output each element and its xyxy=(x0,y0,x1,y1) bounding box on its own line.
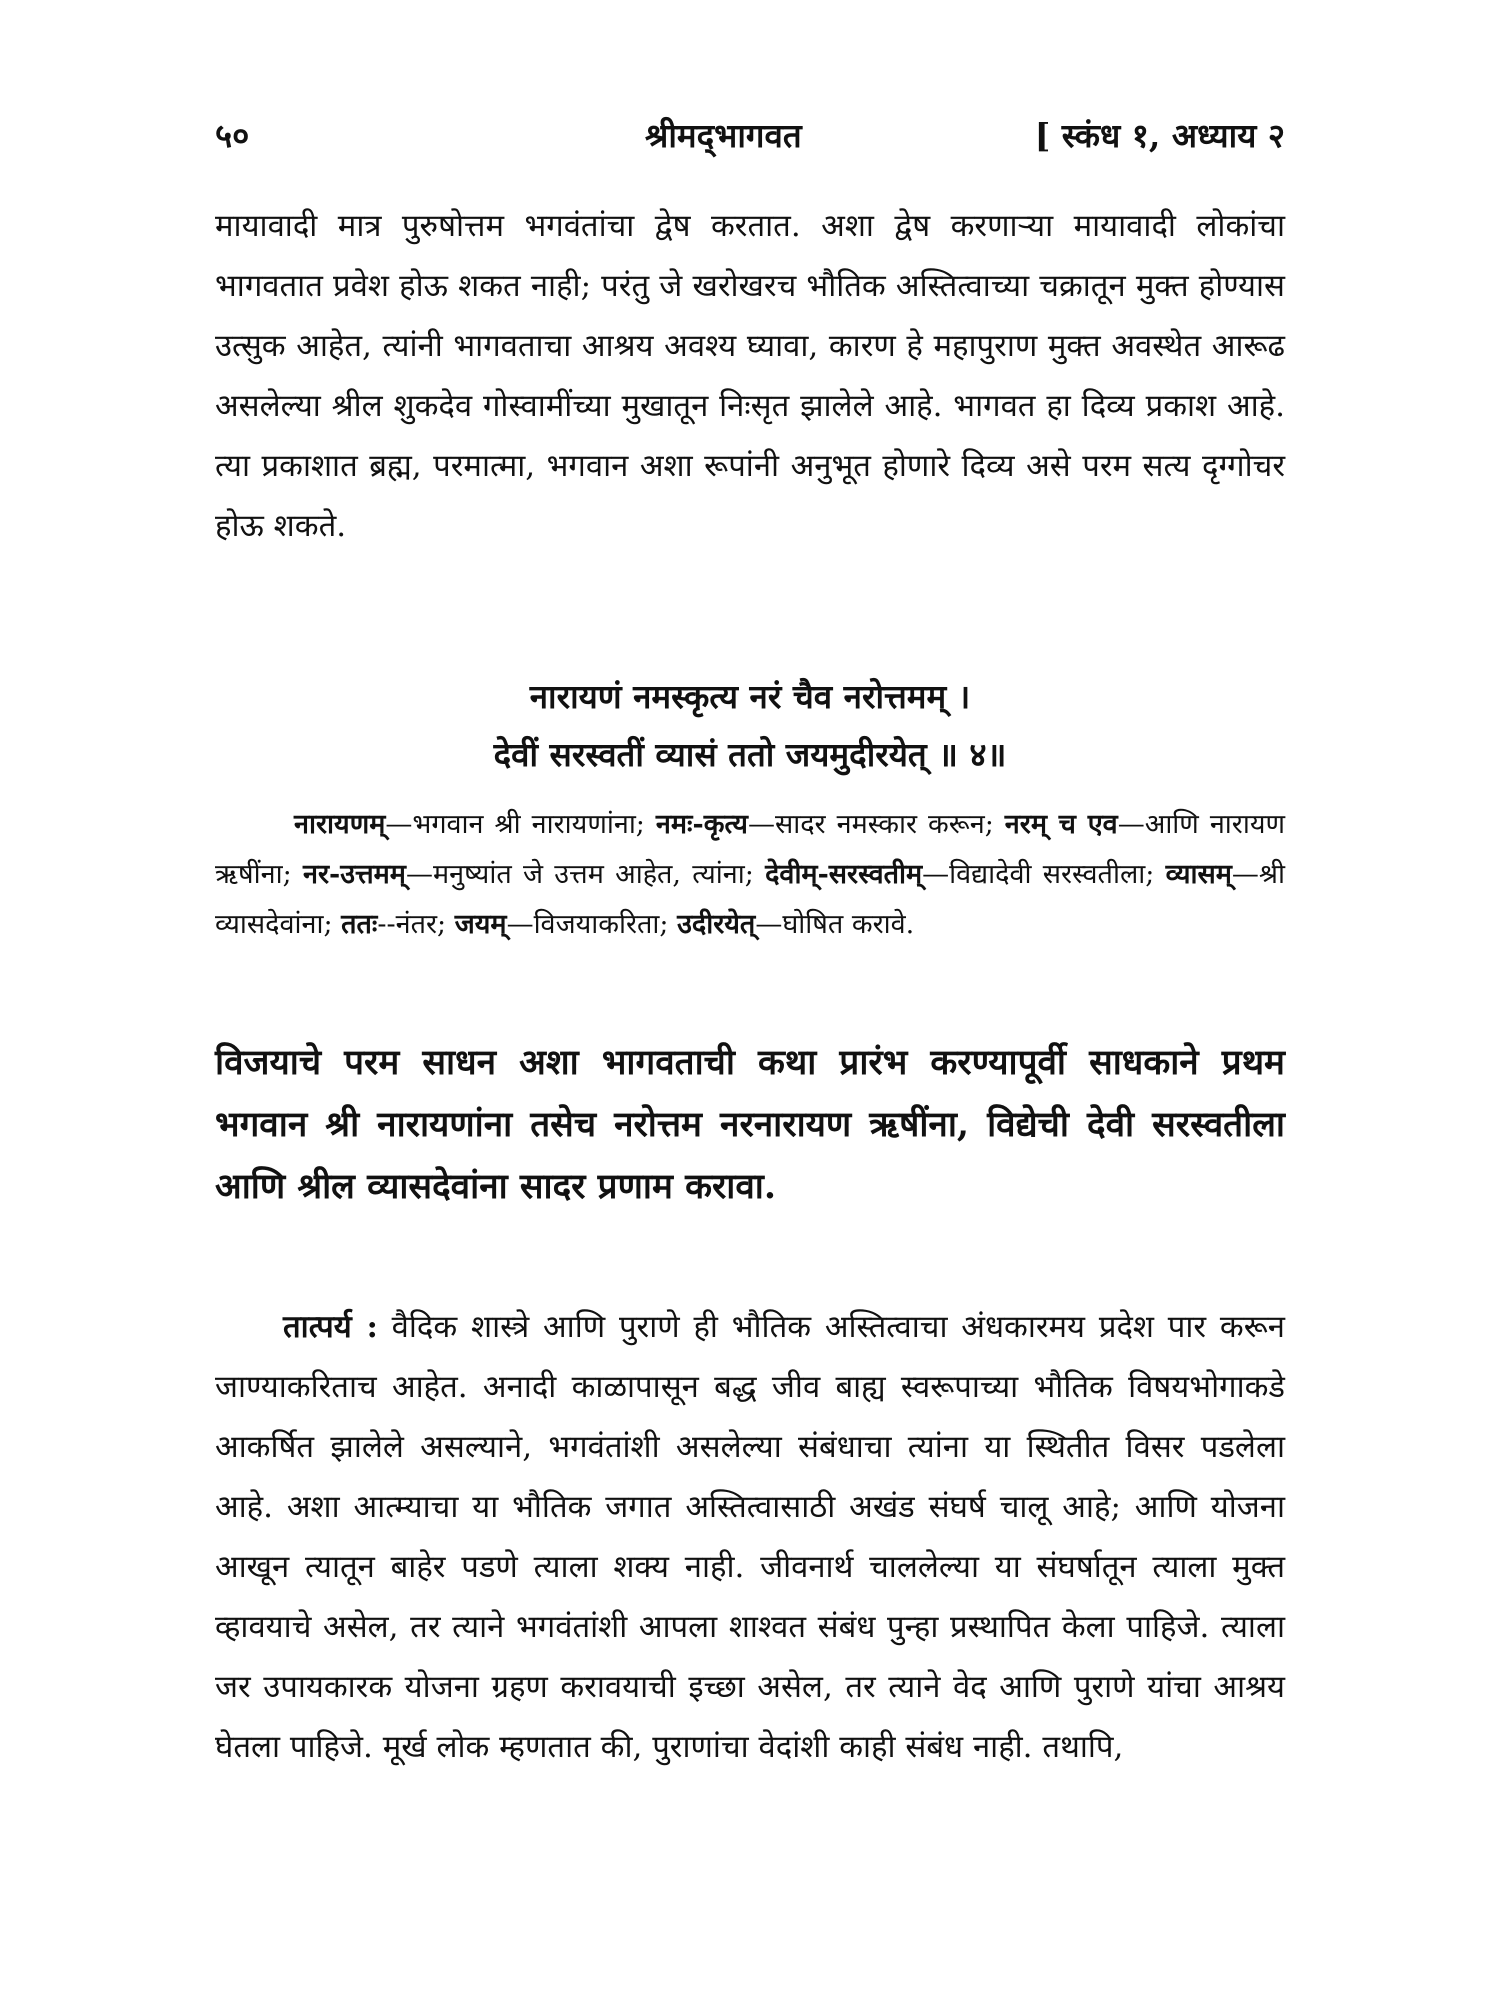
page-number: ५० xyxy=(215,116,250,155)
word-meanings xyxy=(215,800,1285,950)
synonym-meaning: —श्री व्यासदेवांना; xyxy=(215,859,1285,940)
synonym-meaning: —घोषित करावे. xyxy=(755,909,915,940)
chapter-reference: [ स्कंध १, अध्याय २ xyxy=(1034,116,1285,155)
verse-line-1: नारायणं नमस्कृत्य नरं चैव नरोत्तमम् । xyxy=(529,677,971,716)
synonym-word: नमः-कृत्य xyxy=(655,809,748,840)
synonym-word: ततः xyxy=(341,909,378,940)
synonym-word: जयम् xyxy=(454,909,507,940)
purport-section xyxy=(215,1297,1285,1777)
synonym-word: उदीरयेत् xyxy=(677,909,756,940)
intro-paragraph: मायावादी मात्र पुरुषोत्तम भगवंतांचा द्वेष करतात. अशा द्वेष करणाऱ्या मायावादी लोकांचा भागवतात प्रवेश होऊ शकत नाही; परंतु जे खरोखरच भौतिक अस्तित्वाच्या चक्रातून मुक्त होण्यास उत्सुक आहेत, त्यांनी भागवताचा आश्रय अवश्य घ्यावा, कारण हे महापुराण मुक्त अवस्थेत आरूढ असलेल्या श्रील शुकदेव गोस्वामींच्या मुखातून निःसृत झालेले आहे. भागवत हा दिव्य प्रकाश आहे. त्या प्रकाशात ब्रह्म, परमात्मा, भगवान अशा रूपांनी अनुभूत होणारे दिव्य असे परम सत्य दृग्गोचर होऊ शकते. xyxy=(215,208,1285,544)
synonym-meaning: —भगवान श्री नारायणांना; xyxy=(385,809,656,840)
synonym-meaning: —विद्यादेवी सरस्वतीला; xyxy=(922,859,1166,890)
book-title: श्रीमद्‌भागवत xyxy=(645,116,802,155)
synonym-word: नरम् च एव xyxy=(1004,809,1118,840)
synonym-meaning: —विजयाकरिता; xyxy=(506,909,678,940)
verse-translation: विजयाचे परम साधन अशा भागवताची कथा प्रारंभ करण्यापूर्वी साधकाने प्रथम भगवान श्री नारायणांना तसेच नरोत्तम नरनारायण ऋषींना, विद्येची देवी सरस्वतीला आणि श्रील व्यासदेवांना सादर प्रणाम करावा. xyxy=(215,1042,1285,1207)
synonym-word: व्यासम् xyxy=(1165,859,1232,890)
synonym-meaning: —मनुष्यांत जे उत्तम आहेत, त्यांना; xyxy=(405,859,766,890)
synonym-word: नारायणम् xyxy=(294,809,386,840)
synonym-word: देवीम्-सरस्वतीम् xyxy=(765,859,923,890)
synonym-meaning: —आणि नारायण ऋषींना; xyxy=(215,809,1286,890)
synonym-meaning: —सादर नमस्कार करून; xyxy=(747,809,1005,840)
synonym-word: नर-उत्तमम् xyxy=(302,859,406,890)
purport-text: वैदिक शास्त्रे आणि पुराणे ही भौतिक अस्तित्वाचा अंधकारमय प्रदेश पार करून जाण्याकरिताच आहेत. अनादी काळापासून बद्ध जीव बाह्य स्वरूपाच्या भौतिक विषयभोगाकडे आकर्षित झालेले असल्याने, भगवंतांशी असलेल्या संबंधाचा त्यांना या स्थितीत विसर पडलेला आहे. अशा आत्म्याचा या भौतिक जगात अस्तित्वासाठी अखंड संघर्ष चालू आहे; आणि योजना आखून त्यातून बाहेर पडणे त्याला शक्य नाही. जीवनार्थ चाललेल्या या संघर्षातून त्याला मुक्त व्हावयाचे असेल, तर त्याने भगवंतांशी आपला शाश्वत संबंध पुन्हा प्रस्थापित केला पाहिजे. त्याला जर उपायकारक योजना ग्रहण करावयाची इच्छा असेल, तर त्याने वेद आणि पुराणे यांचा आश्रय घेतला पाहिजे. मूर्ख लोक म्हणतात की, पुराणांचा वेदांशी काही संबंध नाही. तथापि, xyxy=(215,1309,1285,1765)
page-header xyxy=(215,112,1285,162)
sanskrit-verse xyxy=(215,668,1285,784)
verse-line-2: देवीं सरस्वतीं व्यासं ततो जयमुदीरयेत् ॥ ४॥ xyxy=(493,735,1007,774)
purport-label: तात्पर्य : xyxy=(283,1309,378,1345)
synonym-meaning: --नंतर; xyxy=(377,909,455,940)
